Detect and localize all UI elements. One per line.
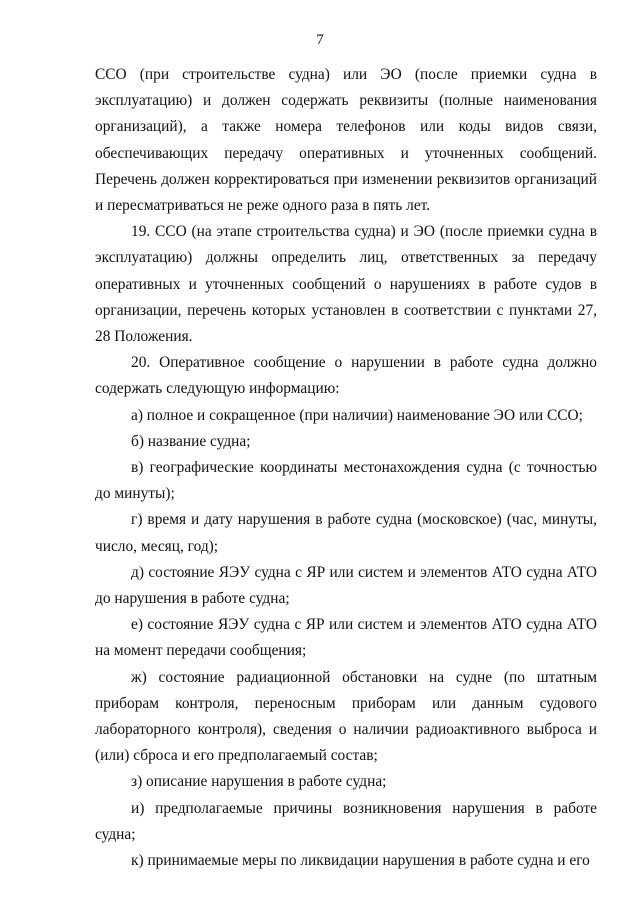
paragraph-item-20: 20. Оперативное сообщение о нарушении в работе судна должно содержать следующую информацию: <box>95 354 597 398</box>
list-item-b: б) название судна; <box>131 432 251 450</box>
list-item-e: е) состояние ЯЭУ судна с ЯР или систем и элементов АТО судна АТО на момент передачи сообщения; <box>95 616 597 660</box>
paragraph-item-19: 19. ССО (на этапе строительства судна) и ЭО (после приемки судна в эксплуатацию) должны определить лиц, ответственных за передачу оперативных и уточненных сообщений о нарушениях в работе судов в организации, перечень которых установлен в соответствии с пунктами 27, 28 Положения. <box>95 223 597 346</box>
list-item-z: з) описание нарушения в работе судна; <box>131 773 387 791</box>
paragraph-continuation: ССО (при строительстве судна) или ЭО (после приемки судна в эксплуатацию) и должен содержать реквизиты (полные наименования организаций), а также номера телефонов или коды видов связи, обеспечивающих передачу оперативных и уточненных сообщений. Перечень должен корректироваться при изменении реквизитов организаций и пересматриваться не реже одного раза в пять лет. <box>95 66 597 215</box>
document-body <box>95 62 597 874</box>
list-item-v: в) географические координаты местонахождения судна (с точностью до минуты); <box>95 459 597 503</box>
list-item-d: д) состояние ЯЭУ судна с ЯР или систем и элементов АТО судна АТО до нарушения в работе судна; <box>95 563 597 608</box>
page-number: 7 <box>316 32 324 48</box>
list-item-i: и) предполагаемые причины возникновения нарушения в работе судна; <box>95 799 597 843</box>
list-item-zh: ж) состояние радиационной обстановки на судне (по штатным приборам контроля, переносным приборам или данным судового лабораторного контроля), сведения о наличии радиоактивного выброса и (или) сброса и его предполагаемый состав; <box>95 668 597 765</box>
list-item-g: г) время и дату нарушения в работе судна (московское) (час, минуты, число, месяц, год); <box>95 511 597 555</box>
list-item-k: к) принимаемые меры по ликвидации нарушения в работе судна и его <box>131 852 590 870</box>
list-item-a: а) полное и сокращенное (при наличии) наименование ЭО или ССО; <box>131 406 583 424</box>
